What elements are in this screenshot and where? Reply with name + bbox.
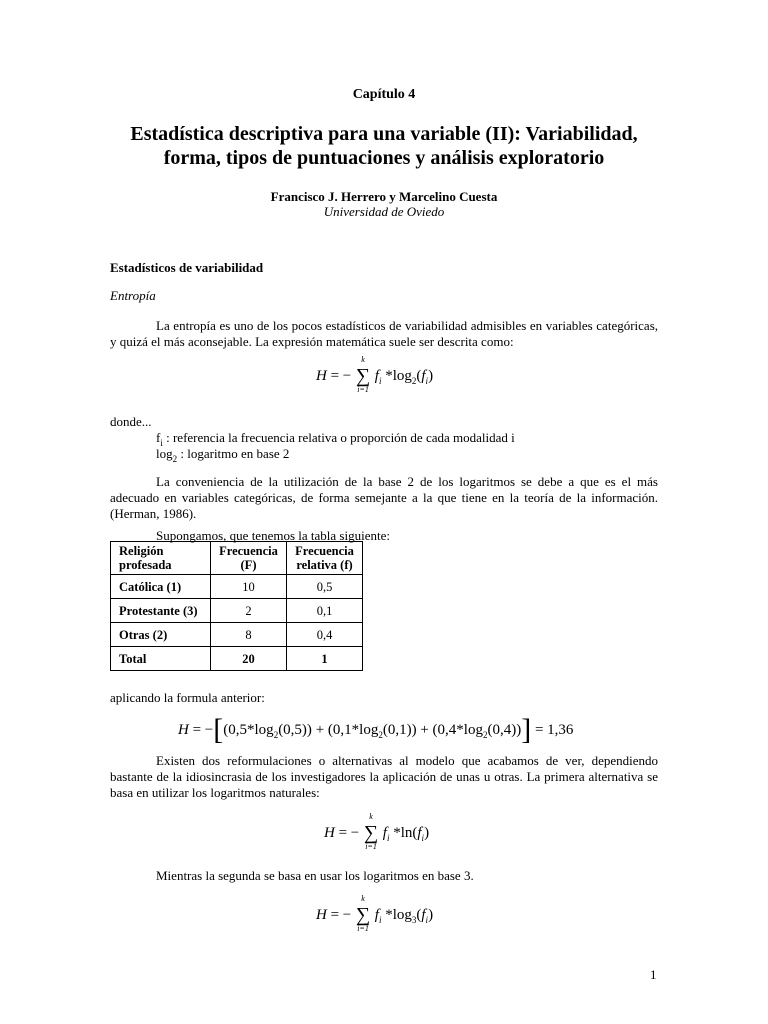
formula-f-sub: i bbox=[378, 376, 382, 386]
paragraph-5-text: Existen dos reformulaciones o alternativas al modelo que acabamos de ver, dependiendo bastante de la idiosincrasia de los investigadores la aplicación de unas u otras. La primera alternativa se basa en utilizar los logaritmos naturales: bbox=[110, 753, 658, 800]
bracket-open: [ bbox=[213, 713, 224, 746]
formula-log: *log bbox=[385, 368, 412, 384]
formula-log-base: 2 bbox=[411, 376, 417, 386]
formula-f: f bbox=[374, 368, 379, 384]
formula2-plus1: + bbox=[315, 722, 325, 738]
table-row bbox=[111, 623, 363, 647]
sum-lower: i=1 bbox=[357, 924, 369, 933]
section-heading: Estadísticos de variabilidad bbox=[110, 260, 264, 275]
formula3-eq: = − bbox=[338, 825, 360, 841]
sum-upper: k bbox=[369, 812, 373, 821]
paragraph-4: aplicando la formula anterior: bbox=[110, 690, 265, 705]
formula3-close: ) bbox=[424, 825, 430, 841]
sum-lower: i=1 bbox=[365, 842, 377, 851]
paragraph-2 bbox=[110, 474, 658, 522]
def-log-symbol: log bbox=[156, 446, 173, 461]
formula4-lhs: H bbox=[316, 907, 327, 923]
title-line-2: forma, tipos de puntuaciones y análisis exploratorio bbox=[163, 147, 605, 169]
formula3-ln: *ln( bbox=[393, 825, 418, 841]
formula4-log: *log bbox=[385, 907, 412, 923]
header-frecuencia-relativa bbox=[287, 542, 363, 575]
sum-symbol: ∑ k i=1 bbox=[355, 894, 371, 933]
formula2-term3a: (0,4*log bbox=[432, 722, 483, 738]
formula2-base3: 2 bbox=[482, 730, 488, 740]
formula-eq: = − bbox=[330, 368, 352, 384]
formula-arg-sub: i bbox=[425, 376, 429, 386]
table-total-row bbox=[111, 647, 363, 671]
definition-log2 bbox=[156, 446, 289, 467]
sum-lower: i=1 bbox=[357, 385, 369, 394]
table-cell: 0,5 bbox=[287, 575, 363, 599]
chapter-label: Capítulo 4 bbox=[352, 87, 416, 102]
formula3-arg-f: f bbox=[417, 825, 422, 841]
formula4-arg-sub: i bbox=[425, 915, 429, 925]
formula2-eq: = − bbox=[192, 722, 214, 738]
formula3-f: f bbox=[382, 825, 387, 841]
formula3-arg-sub: i bbox=[421, 833, 425, 843]
formula4-log-base: 3 bbox=[411, 915, 417, 925]
table-cell: 20 bbox=[211, 647, 287, 671]
table-row bbox=[111, 599, 363, 623]
sum-symbol: ∑ k i=1 bbox=[355, 355, 371, 394]
table-row bbox=[111, 575, 363, 599]
page-title bbox=[0, 122, 768, 170]
formula3-lhs: H bbox=[324, 825, 335, 841]
subsection-heading: Entropía bbox=[110, 288, 156, 303]
table-cell: Católica (1) bbox=[111, 575, 211, 599]
entropy-formula-log3 bbox=[316, 894, 434, 933]
sum-upper: k bbox=[361, 894, 365, 903]
formula2-term2b: (0,1)) bbox=[382, 722, 417, 738]
frequency-table bbox=[110, 541, 363, 671]
sum-symbol: ∑ k i=1 bbox=[363, 812, 379, 851]
formula2-plus2: + bbox=[420, 722, 429, 738]
table-cell: 10 bbox=[211, 575, 287, 599]
header-frecuencia-line2: (F) bbox=[240, 558, 257, 572]
paragraph-1 bbox=[110, 318, 658, 350]
def-log-sub: 2 bbox=[172, 454, 178, 464]
paragraph-1-text: La entropía es uno de los pocos estadísticos de variabilidad admisibles en variables categóricas, y quizá el más aconsejable. La expresión matemática suele ser descrita como: bbox=[110, 318, 658, 349]
table-cell: 8 bbox=[211, 623, 287, 647]
header-relativa-line2: relativa (f) bbox=[296, 558, 353, 572]
formula4-arg-f: f bbox=[421, 907, 426, 923]
formula2-term2a: (0,1*log bbox=[327, 722, 379, 738]
formula2-base1: 2 bbox=[273, 730, 279, 740]
entropy-formula bbox=[316, 355, 434, 394]
formula-arg-open: ( bbox=[416, 368, 422, 384]
header-religion-line1: Religión bbox=[119, 544, 164, 558]
table-header-row bbox=[111, 542, 363, 575]
donde-label: donde... bbox=[110, 414, 152, 429]
entropy-formula-ln bbox=[324, 812, 430, 851]
formula4-arg-close: ) bbox=[428, 907, 434, 923]
table-cell: 2 bbox=[211, 599, 287, 623]
def-fi-symbol: f bbox=[156, 430, 161, 445]
def-fi-sub: i bbox=[160, 438, 163, 448]
formula4-arg-open: ( bbox=[416, 907, 422, 923]
def-fi-text: : referencia la frecuencia relativa o proporción de cada modalidad i bbox=[162, 430, 515, 445]
formula4-f: f bbox=[374, 907, 379, 923]
formula4-f-sub: i bbox=[378, 915, 382, 925]
formula2-term1b: (0,5)) bbox=[278, 722, 312, 738]
affiliation: Universidad de Oviedo bbox=[323, 204, 445, 219]
formula4-eq: = − bbox=[330, 907, 352, 923]
header-religion-line2: profesada bbox=[119, 558, 172, 572]
formula3-f-sub: i bbox=[386, 833, 390, 843]
applied-formula bbox=[178, 713, 574, 746]
def-log-text: : logaritmo en base 2 bbox=[177, 446, 290, 461]
formula-arg-close: ) bbox=[428, 368, 434, 384]
table-cell: 1 bbox=[287, 647, 363, 671]
paragraph-3: Supongamos, que tenemos la tabla siguiente: bbox=[156, 528, 390, 543]
header-frecuencia bbox=[211, 542, 287, 575]
paragraph-5 bbox=[110, 753, 658, 801]
authors: Francisco J. Herrero y Marcelino Cuesta bbox=[270, 189, 498, 204]
formula2-term1a: (0,5*log bbox=[223, 722, 274, 738]
table-cell: Otras (2) bbox=[111, 623, 211, 647]
table-cell: Total bbox=[111, 647, 211, 671]
formula2-result: = 1,36 bbox=[534, 722, 574, 738]
header-frecuencia-line1: Frecuencia bbox=[219, 544, 278, 558]
formula2-lhs: H bbox=[178, 722, 189, 738]
page-number: 1 bbox=[650, 967, 657, 982]
paragraph-6: Mientras la segunda se basa en usar los logaritmos en base 3. bbox=[156, 868, 474, 883]
bracket-close: ] bbox=[521, 713, 532, 746]
table-cell: 0,4 bbox=[287, 623, 363, 647]
formula-arg-f: f bbox=[421, 368, 426, 384]
title-line-1: Estadística descriptiva para una variable (II): Variabilidad, bbox=[130, 123, 638, 145]
table-cell: 0,1 bbox=[287, 599, 363, 623]
table-cell: Protestante (3) bbox=[111, 599, 211, 623]
sum-upper: k bbox=[361, 355, 365, 364]
header-religion bbox=[111, 542, 211, 575]
formula-lhs: H bbox=[316, 368, 327, 384]
header-relativa-line1: Frecuencia bbox=[295, 544, 354, 558]
formula2-base2: 2 bbox=[378, 730, 383, 740]
paragraph-2-text: La conveniencia de la utilización de la base 2 de los logaritmos se debe a que es el más adecuado en variables categóricas, de forma semejante a la que tiene en la teoría de la información. (Herman, 1986). bbox=[110, 474, 658, 521]
formula2-term3b: (0,4)) bbox=[487, 722, 522, 738]
